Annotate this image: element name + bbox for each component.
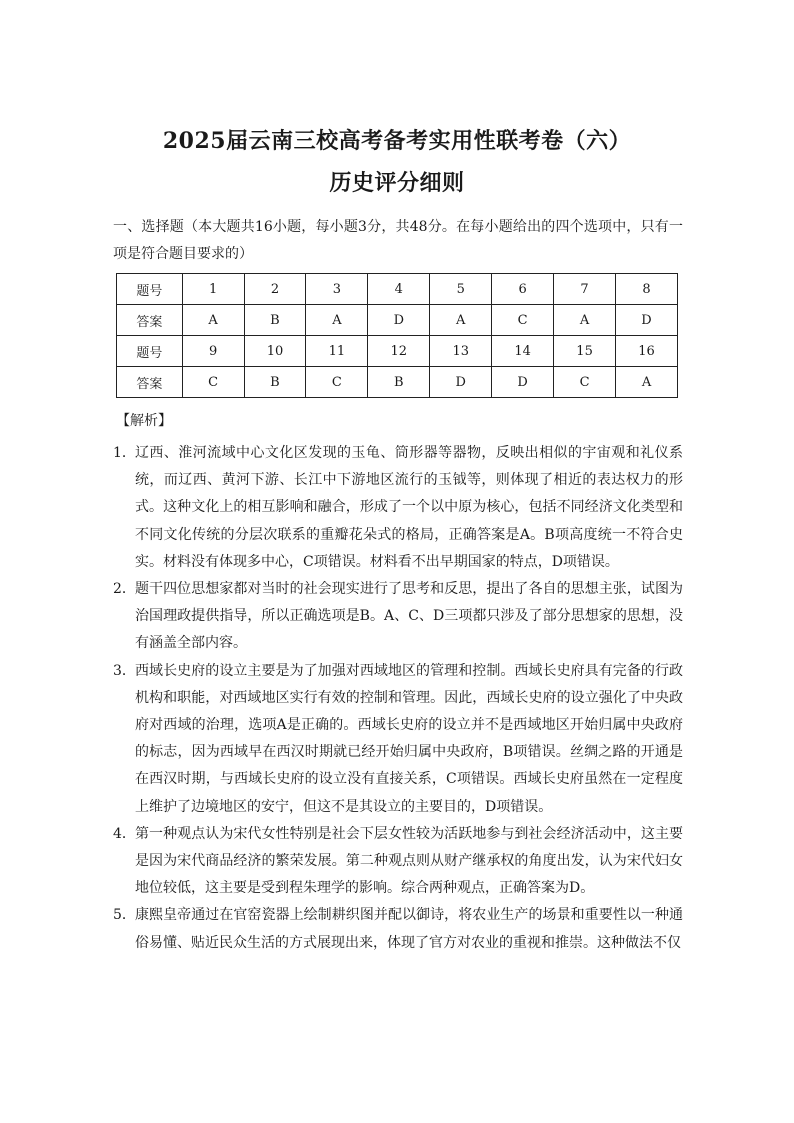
answer-cell: B — [244, 367, 306, 398]
answer-cell: A — [306, 305, 368, 336]
question-number: 11 — [306, 336, 368, 367]
table-row — [117, 274, 678, 305]
item-text: 第一种观点认为宋代女性特别是社会下层女性较为活跃地参与到社会经济活动中，这主要是因为宋代商品经济的繁荣发展。第二种观点则从财产继承权的角度出发，认为宋代妇女地位较低，这主要是受到程朱理学的影响。综合两种观点，正确答案为D。 — [135, 825, 683, 897]
analysis-heading: 【解析】 — [116, 413, 172, 429]
explanation-list — [113, 440, 683, 957]
explanation-item — [113, 576, 683, 658]
question-number: 14 — [492, 336, 554, 367]
item-number: 2． — [113, 581, 136, 598]
item-number: 5． — [113, 907, 136, 924]
answer-cell: D — [616, 305, 678, 336]
item-number: 1． — [113, 445, 136, 461]
answer-cell: A — [616, 367, 678, 398]
question-number: 13 — [430, 336, 492, 367]
row-label: 答案 — [117, 305, 183, 336]
answer-table — [116, 273, 678, 398]
item-text: 西域长史府的设立主要是为了加强对西域地区的管理和控制。西域长史府具有完备的行政机构和职能，对西域地区实行有效的控制和管理。因此，西域长史府的设立强化了中央政府对西域的治理，选项A是正确的。西域长史府的设立并不是西域地区开始归属中央政府的标志，因为西域早在西汉时期就已经开始归属中央政府，B项错误。丝绸之路的开通是在西汉时期，与西域长史府的设立没有直接关系，C项错误。西域长史府虽然在一定程度上维护了边境地区的安宁，但这不是其设立的主要目的，D项错误。 — [135, 662, 683, 815]
explanation-item — [113, 440, 683, 576]
question-number: 4 — [368, 274, 430, 305]
row-label: 题号 — [117, 274, 183, 305]
question-number: 12 — [368, 336, 430, 367]
question-number: 9 — [182, 336, 244, 367]
page-title: 2025届云南三校高考备考实用性联考卷（六） — [162, 128, 632, 154]
question-number: 7 — [554, 274, 616, 305]
explanation-item — [113, 902, 683, 956]
answer-cell: C — [182, 367, 244, 398]
question-number: 16 — [616, 336, 678, 367]
answer-cell: C — [306, 367, 368, 398]
question-number: 6 — [492, 274, 554, 305]
explanation-item — [113, 658, 683, 821]
explanation-item — [113, 821, 683, 903]
answer-cell: D — [430, 367, 492, 398]
table-row — [117, 336, 678, 367]
item-number: 4． — [113, 825, 136, 842]
answer-cell: B — [368, 367, 430, 398]
item-text: 辽西、淮河流域中心文化区发现的玉龟、筒形器等器物，反映出相似的宇宙观和礼仪系统，而辽西、黄河下游、长江中下游地区流行的玉钺等，则体现了相近的表达权力的形式。这种文化上的相互影响和融合，形成了一个以中原为核心，包括不同经济文化类型和不同文化传统的分层次联系的重瓣花朵式的格局，正确答案是A。B项高度统一不符合史实。材料没有体现多中心，C项错误。材料看不出早期国家的特点，D项错误。 — [135, 445, 683, 570]
answer-cell: A — [554, 305, 616, 336]
question-number: 5 — [430, 274, 492, 305]
item-text: 康熙皇帝通过在官窑瓷器上绘制耕织图并配以御诗，将农业生产的场景和重要性以一种通俗易懂、贴近民众生活的方式展现出来，体现了官方对农业的重视和推崇。这种做法不仅 — [135, 907, 683, 951]
table-row — [117, 305, 678, 336]
answer-cell: B — [244, 305, 306, 336]
item-text: 题干四位思想家都对当时的社会现实进行了思考和反思，提出了各自的思想主张，试图为治国理政提供指导，所以正确选项是B。A、C、D三项都只涉及了部分思想家的思想，没有涵盖全部内容。 — [135, 581, 683, 652]
question-number: 15 — [554, 336, 616, 367]
answer-cell: D — [492, 367, 554, 398]
answer-cell: D — [368, 305, 430, 336]
row-label: 答案 — [117, 367, 183, 398]
answer-cell: A — [182, 305, 244, 336]
question-number: 8 — [616, 274, 678, 305]
row-label: 题号 — [117, 336, 183, 367]
answer-cell: C — [492, 305, 554, 336]
question-number: 2 — [244, 274, 306, 305]
question-number: 3 — [306, 274, 368, 305]
section-intro: 一、选择题（本大题共16小题，每小题3分，共48分。在每小题给出的四个选项中，只有一项是符合题目要求的） — [113, 219, 683, 262]
table-row — [117, 367, 678, 398]
question-number: 10 — [244, 336, 306, 367]
page-subtitle: 历史评分细则 — [329, 170, 465, 196]
answer-cell: A — [430, 305, 492, 336]
answer-cell: C — [554, 367, 616, 398]
question-number: 1 — [182, 274, 244, 305]
item-number: 3． — [113, 662, 136, 679]
